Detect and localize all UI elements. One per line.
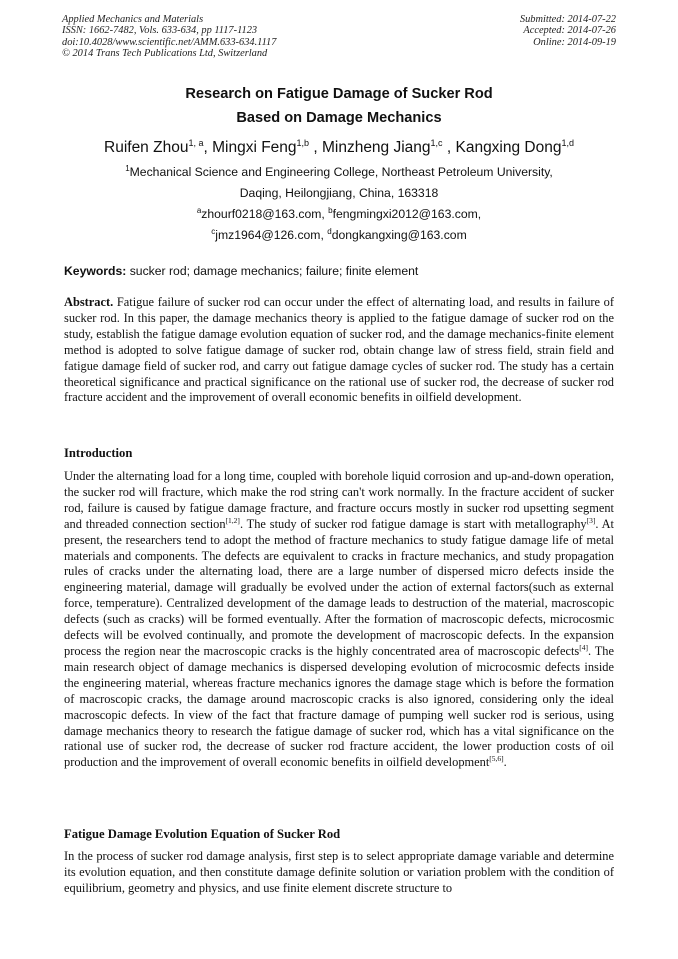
- abstract: [64, 295, 614, 406]
- paragraph-text: . The study of sucker rod fatigue damage is start with metallography: [239, 516, 587, 531]
- citation-ref[interactable]: [1,2]: [225, 515, 240, 525]
- keywords: [64, 263, 624, 279]
- email-line-2: [0, 225, 678, 246]
- journal-name: Applied Mechanics and Materials: [62, 14, 204, 25]
- author-affil-sup: 1,b: [296, 138, 310, 148]
- citation-ref[interactable]: [3]: [586, 515, 596, 525]
- abstract-text: Fatigue failure of sucker rod can occur under the effect of alternating load, and results in failure of sucker rod. In this paper, the damage mechanics theory is applied to the fatigue damage of sucker rod on the study, establish the fatigue damage evolution equation of sucker rod, and the damage mechanics-finite element method is adopted to solve fatigue damage of sucker rod, obtain change law of stress field, strain field and fatigue damage field of sucker rod, and carry out fatigue damage cycles of sucker rod. The study has a certain theoretical significance and practical significance on the rational use of sucker rod, the decrease of sucker rod fracture accident and the improvement of overall economic benefits in oilfield development.: [64, 295, 614, 405]
- doi-line[interactable]: doi:10.4028/www.scientific.net/AMM.633-634.1117: [62, 36, 277, 48]
- title-line-2: Based on Damage Mechanics: [236, 110, 442, 126]
- author-name: Minzheng Jiang: [321, 139, 431, 156]
- title-line-1: Research on Fatigue Damage of Sucker Rod: [185, 86, 493, 102]
- paragraph-text: .: [503, 755, 507, 770]
- author-list: [0, 138, 678, 158]
- accepted-date: Accepted: 2014-07-26: [523, 25, 616, 37]
- section-heading-fatigue-damage: Fatigue Damage Evolution Equation of Sucker Rod: [64, 827, 341, 841]
- author-affil-sup: 1,d: [561, 138, 574, 148]
- keywords-label: Keywords:: [64, 264, 127, 278]
- issn-line: ISSN: 1662-7482, Vols. 633-634, pp 1117-1123: [62, 25, 258, 37]
- affiliation-line-2: Daqing, Heilongjiang, China, 163318: [239, 186, 439, 200]
- fatigue-paragraph: In the process of sucker rod damage analysis, first step is to select appropriate damage variable and determine its evolution equation, and then constitute damage definite solution or variation problem with the condition of equilibrium, geometry and physics, and use finite element discrete structure to: [64, 849, 614, 895]
- paper-title: [0, 82, 678, 130]
- affiliation-text: Mechanical Science and Engineering College, Northeast Petroleum University,: [129, 165, 553, 179]
- keywords-text: sucker rod; damage mechanics; failure; finite element: [126, 264, 419, 278]
- affiliation-sup: 1: [125, 164, 130, 173]
- copyright-line: © 2014 Trans Tech Publications Ltd, Switzerland: [62, 48, 268, 60]
- paragraph-text: . At present, the researchers tend to adopt the method of fracture mechanics to study fatigue damage life of metal materials and components. The defects are equivalent to cracks in fracture mechanics, and study propagation rules of cracks under the alternating load, there are a large number of dispersed micro defects inside the engineering material, damage will gradually be evolved under the action of external factors(such as external force, temperature). Centralized development of the damage leads to destruction of the material, macroscopic defects (such as cracks) will be formed eventually. After the formation of macroscopic defects, microcosmic defects will be evolved continually, and promote the development of macroscopic defects. In the expansion process the region near the macroscopic cracks is the highly concentrated area of macroscopic defects: [64, 516, 614, 658]
- author-name: Kangxing Dong: [455, 139, 562, 156]
- author-affil-sup: 1,c: [430, 138, 443, 148]
- online-date: Online: 2014-09-19: [533, 36, 616, 48]
- email-sup: d: [327, 227, 332, 236]
- citation-ref[interactable]: [5,6]: [489, 754, 504, 764]
- paragraph-text: Under the alternating load for a long time, coupled with borehole liquid corrosion and up-and-down operation, the sucker rod will fracture, which make the rod string can't work normally. In the fracture accident of sucker rod, failure is caused by fatigue damage fracture, and fracture occurs mostly in sucker rod upsetting segment and threaded connection section: [64, 469, 614, 531]
- paragraph-text: . The main research object of damage mechanics is dispersed developing evolution of microcosmic defects inside the engineering material, whereas fracture mechanics ignores the damage stage which is before the formation of macroscopic cracks, the damage around macroscopic cracks is also ignored, considering only the ideal macroscopic defects. In view of the fact that fracture damage of pumping well sucker rod is serious, using damage mechanics theory to research the fatigue damage of sucker rod, which has a vital significance on the rational use of sucker rod, the decrease of sucker rod fracture accident, the lower production costs of oil production and the improvement of overall economic benefits in oilfield development: [64, 643, 614, 770]
- publication-dates: [520, 14, 616, 48]
- email-sup: b: [328, 206, 333, 215]
- affiliation-line-1: [0, 162, 678, 183]
- introduction-paragraph: [64, 469, 614, 771]
- email-address[interactable]: dongkangxing@163.com: [331, 228, 467, 242]
- journal-info: [62, 14, 276, 60]
- abstract-label: Abstract.: [64, 295, 114, 309]
- email-address[interactable]: jmz1964@126.com,: [215, 228, 328, 242]
- email-address[interactable]: fengmingxi2012@163.com,: [332, 207, 482, 221]
- submitted-date: Submitted: 2014-07-22: [519, 14, 616, 25]
- author-name: Mingxi Feng: [212, 139, 297, 156]
- citation-ref[interactable]: [4]: [579, 642, 589, 652]
- affiliation-block: [0, 162, 678, 246]
- author-name: Ruifen Zhou: [104, 139, 189, 156]
- email-line-1: [0, 204, 678, 225]
- section-heading-introduction: Introduction: [64, 446, 133, 460]
- email-address[interactable]: zhourf0218@163.com,: [201, 207, 329, 221]
- author-affil-sup: 1, a: [188, 138, 204, 148]
- email-sup: a: [196, 206, 202, 215]
- email-sup: c: [211, 227, 216, 236]
- author-separator: ,: [442, 139, 456, 156]
- author-separator: ,: [309, 139, 322, 156]
- author-separator: ,: [203, 139, 213, 156]
